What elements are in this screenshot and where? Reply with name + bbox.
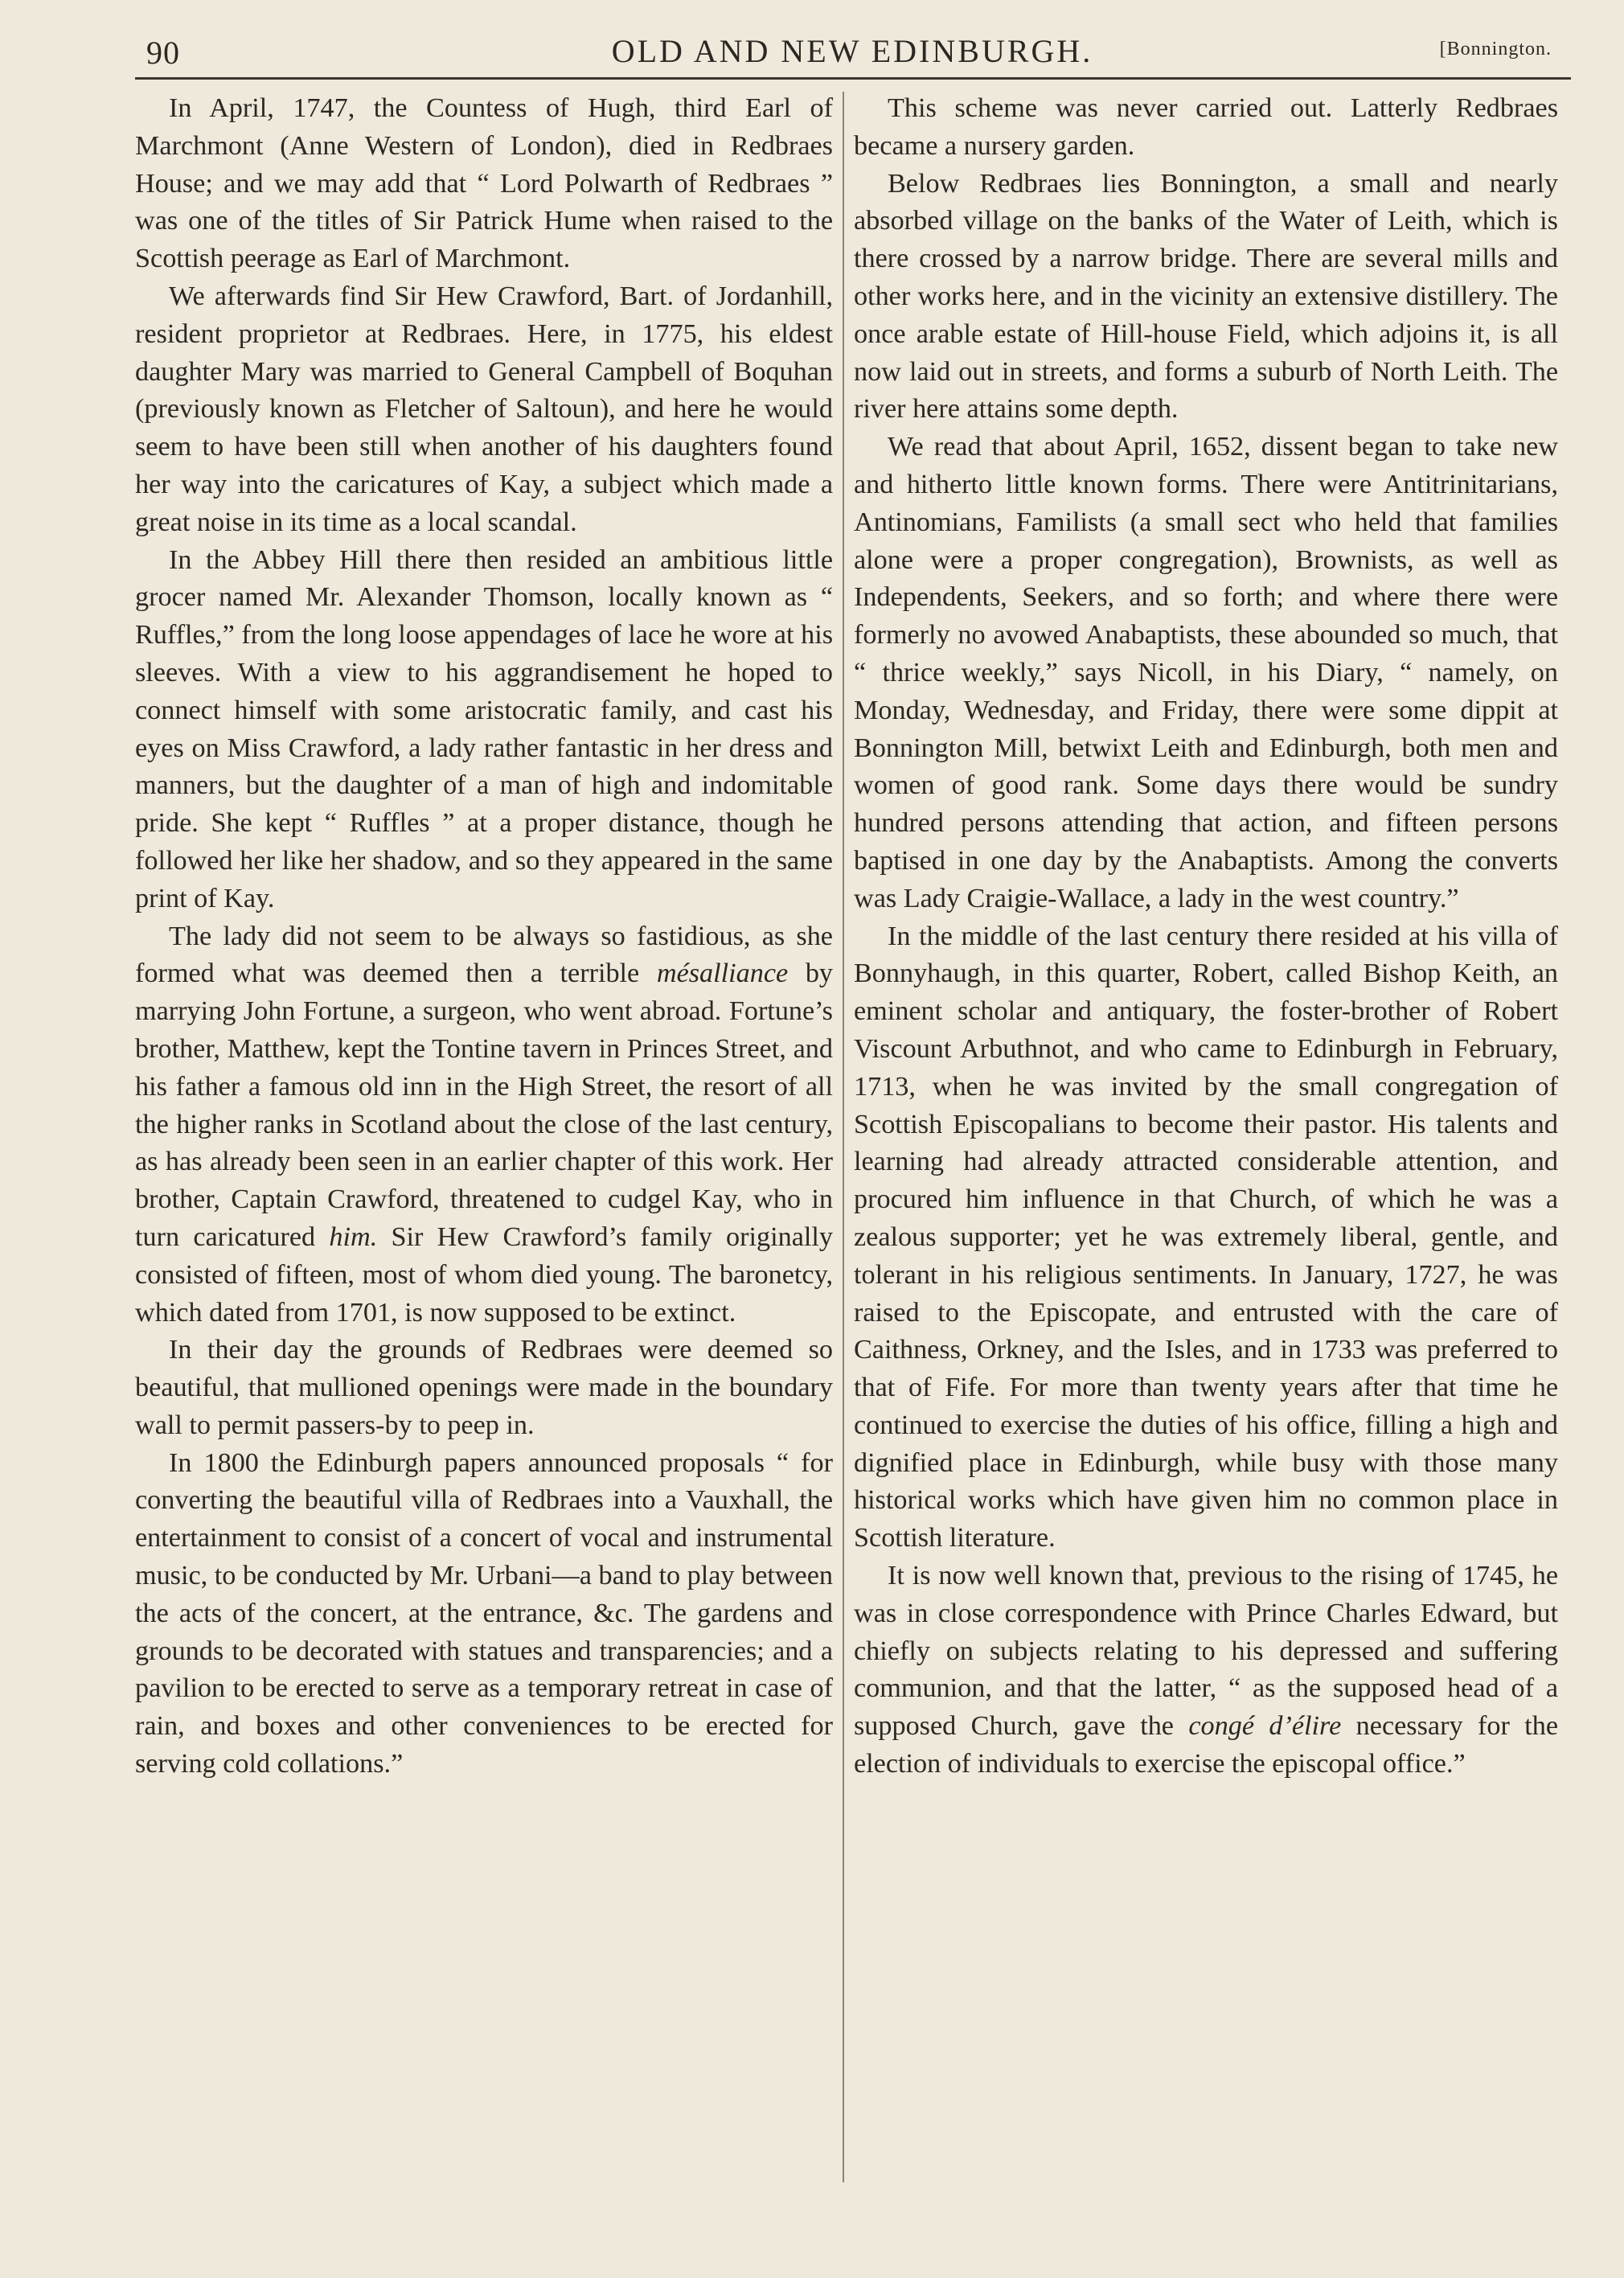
right-column (854, 90, 1558, 1783)
paragraph: We afterwards find Sir Hew Crawford, Bart. of Jordanhill, resident proprietor at Redbraes. Here, in 1775, his eldest daughter Mary was married to General Campbell of Boquhan (previously known as Fletcher of Saltoun), and here he would seem to have been still when another of his daughters found her way into the caricatures of Kay, a subject which made a great noise in its time as a local scandal. (135, 281, 833, 537)
text-run: by marrying John Fortune, a surgeon, who went abroad. Fortune’s brother, Matthew, kept the Tontine tavern in Princes Street, and his father a famous old inn in the High Street, the resort of all the higher ranks in Scotland about the close of the last century, as has already been seen in an earlier chapter of this work. Her brother, Captain Crawford, threatened to cudgel Kay, who in turn caricatured (135, 958, 833, 1252)
paragraph (854, 1558, 1558, 1783)
text-run: The lady did not seem to be always so fastidious, as she formed what was deemed then a terrible (135, 921, 833, 989)
paragraph: In April, 1747, the Countess of Hugh, third Earl of Marchmont (Anne Western of London), died in Redbraes House; and we may add that “ Lord Polwarth of Redbraes ” was one of the titles of Sir Patrick Hume when raised to the Scottish peerage as Earl of Marchmont. (135, 93, 833, 274)
left-column (135, 90, 833, 1783)
paragraph: In their day the grounds of Redbraes were deemed so beautiful, that mullioned openings were made in the boundary wall to permit passers-by to peep in. (135, 1335, 833, 1440)
page-number: 90 (146, 35, 180, 71)
running-title: OLD AND NEW EDINBURGH. (611, 33, 1093, 69)
page-header (137, 24, 1568, 77)
italic-term: mésalliance (656, 958, 789, 989)
paragraph: In the middle of the last century there resided at his villa of Bonnyhaugh, in this quarter, Robert, called Bishop Keith, an eminent scholar and antiquary, the foster-brother of Robert Viscount Arbuthnot, and who came to Edinburgh in February, 1713, when he was invited by the small congregation of Scottish Episcopalians to become their pastor. His talents and learning had already attracted considerable attention, and procured him influence in that Church, of which he was a zealous supporter; yet he was extremely liberal, gentle, and tolerant in his religious sentiments. In January, 1727, he was raised to the Episcopate, and entrusted with the care of Caithness, Orkney, and the Isles, and in 1733 was preferred to that of Fife. For more than twenty years after that time he continued to exercise the duties of his office, filling a high and dignified place in Edinburgh, while busy with those many historical works which have given him no common place in Scottish literature. (854, 921, 1558, 1554)
paragraph: We read that about April, 1652, dissent began to take new and hitherto little known forms. There were Antitrinitarians, Antinomians, Familists (a small sect who held that families alone were a proper congregation), Brownists, as well as Independents, Seekers, and so forth; and where there were formerly no avowed Anabaptists, these abounded so much, that “ thrice weekly,” says Nicoll, in his Diary, “ namely, on Monday, Wednesday, and Friday, there were some dippit at Bonnington Mill, betwixt Leith and Edinburgh, both men and women of good rank. Some days there would be sundry hundred persons attending that action, and fifteen persons baptised in one day by the Anabaptists. Among the converts was Lady Craigie-Wallace, a lady in the west country.” (854, 432, 1558, 913)
paragraph: In the Abbey Hill there then resided an ambitious little grocer named Mr. Alexander Thomson, locally known as “ Ruffles,” from the long loose appendages of lace he wore at his sleeves. With a view to his aggrandisement he hoped to connect himself with some aristocratic family, and cast his eyes on Miss Crawford, a lady rather fantastic in her dress and manners, but the daughter of a man of high and indomitable pride. She kept “ Ruffles ” at a proper distance, though he followed her like her shadow, and so they appeared in the same print of Kay. (135, 544, 833, 913)
section-tag: [Bonnington. (1439, 39, 1552, 60)
italic-term: congé d’élire (1188, 1711, 1342, 1742)
paragraph: Below Redbraes lies Bonnington, a small and nearly absorbed village on the banks of the Water of Leith, which is there crossed by a narrow bridge. There are several mills and other works here, and in the vicinity an extensive distillery. The once arable estate of Hill-house Field, which adjoins it, is all now laid out in streets, and forms a suburb of North Leith. The river here attains some depth. (854, 168, 1558, 425)
italic-term: him. (329, 1221, 378, 1252)
text-run: Sir Hew Crawford’s family originally consisted of fifteen, most of whom died young. The baronetcy, which dated from 1701, is now supposed to be extinct. (135, 1221, 833, 1328)
text-run: necessary for the election of individuals to exercise the episcopal office.” (854, 1711, 1559, 1779)
header-rule (135, 77, 1571, 80)
paragraph (135, 918, 833, 1332)
column-divider (843, 92, 844, 2182)
text-run: It is now well known that, previous to the rising of 1745, he was in close correspondence with Prince Charles Edward, but chiefly on subjects relating to his depressed and suffering communion, and that the latter, “ as the supposed head of a supposed Church, gave the (854, 1561, 1558, 1742)
paragraph: In 1800 the Edinburgh papers announced proposals “ for converting the beautiful villa of Redbraes into a Vauxhall, the entertainment to consist of a concert of vocal and instrumental music, to be conducted by Mr. Urbani—a band to play between the acts of the concert, at the entrance, &c. The gardens and grounds to be decorated with statues and transparencies; and a pavilion to be erected to serve as a temporary retreat in case of rain, and boxes and other conveniences to be erected for serving cold collations.” (135, 1447, 833, 1779)
paragraph: This scheme was never carried out. Latterly Redbraes became a nursery garden. (854, 93, 1558, 161)
